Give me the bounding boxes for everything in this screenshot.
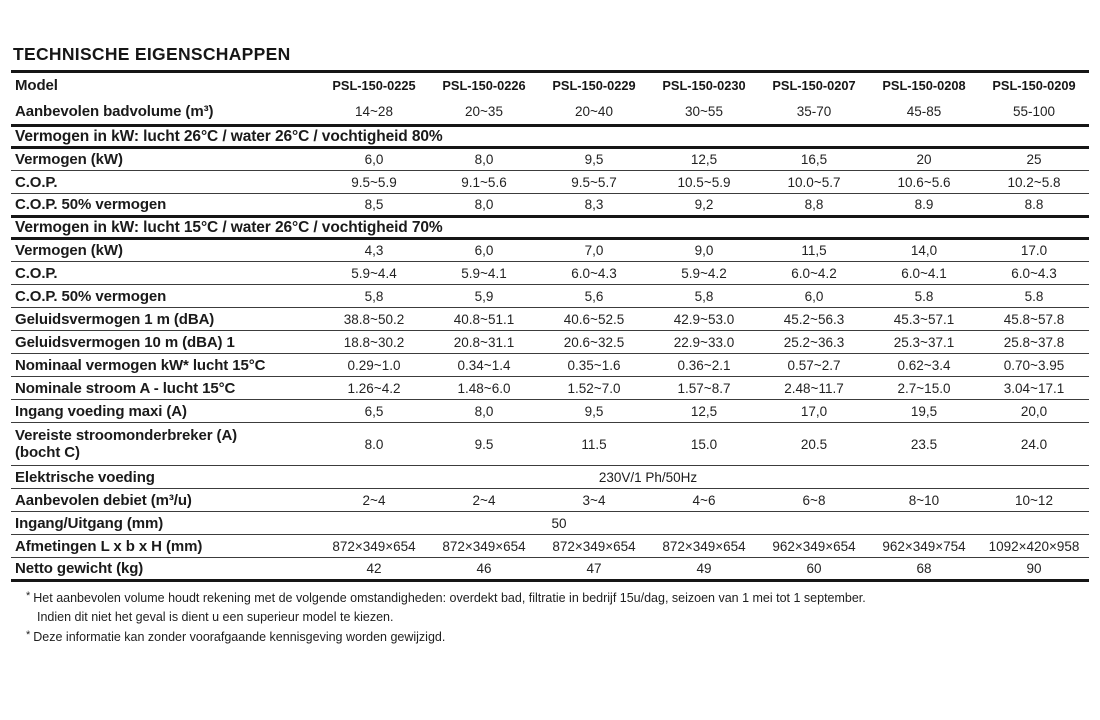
cell-value: 872×349×654	[429, 535, 539, 558]
cell-value: 24.0	[979, 423, 1089, 466]
cell-value: 2.7~15.0	[869, 377, 979, 400]
cell-value: 17.0	[979, 239, 1089, 262]
cell-value: 20~40	[539, 99, 649, 126]
cell-value: 8~10	[869, 489, 979, 512]
cell-value: 45.8~57.8	[979, 308, 1089, 331]
cell-value: 4~6	[649, 489, 759, 512]
cell-value: 872×349×654	[649, 535, 759, 558]
cell-value: 5,8	[649, 285, 759, 308]
footnote-marker: *	[26, 628, 31, 641]
table-row-netto-gewicht	[11, 558, 1089, 581]
cell-value: 9.5~5.7	[539, 171, 649, 194]
cell-value: 9,2	[649, 194, 759, 217]
cell-value: 8,0	[429, 194, 539, 217]
cell-value: 6,0	[759, 285, 869, 308]
table-row-nominale-stroom	[11, 377, 1089, 400]
table-row-debiet	[11, 489, 1089, 512]
model-header-cell: PSL-150-0209	[992, 78, 1076, 94]
table-row-geluid-1m	[11, 308, 1089, 331]
cell-value: 25	[979, 148, 1089, 171]
row-label: Vermogen (kW)	[11, 239, 319, 262]
cell-value: 8,8	[759, 194, 869, 217]
row-label-line2: (bocht C)	[15, 444, 80, 461]
table-row-cop-26	[11, 171, 1089, 194]
table-row-cop50-15	[11, 285, 1089, 308]
cell-value: 35-70	[759, 99, 869, 126]
cell-value: 25.8~37.8	[979, 331, 1089, 354]
cell-value: 8.8	[979, 194, 1089, 217]
cell-value: 2.48~11.7	[759, 377, 869, 400]
cell-value: 0.35~1.6	[539, 354, 649, 377]
cell-value: 46	[429, 558, 539, 581]
cell-value: 6.0~4.1	[869, 262, 979, 285]
cell-value: 3~4	[539, 489, 649, 512]
cell-value: 3.04~17.1	[979, 377, 1089, 400]
cell-value: 45-85	[869, 99, 979, 126]
cell-value: 16,5	[759, 148, 869, 171]
footnote-volume-continuation	[17, 608, 1089, 627]
row-label	[11, 423, 319, 466]
table-row-vermogen-15	[11, 239, 1089, 262]
cell-value: 5,6	[539, 285, 649, 308]
cell-value: 20.5	[759, 423, 869, 466]
model-header-cell: PSL-150-0230	[662, 78, 746, 94]
row-label: C.O.P.	[11, 171, 319, 194]
cell-value: 6.0~4.3	[979, 262, 1089, 285]
row-label: C.O.P. 50% vermogen	[11, 285, 319, 308]
cell-value: 20.8~31.1	[429, 331, 539, 354]
cell-value: 8.0	[319, 423, 429, 466]
cell-value: 42	[319, 558, 429, 581]
model-header-cell: PSL-150-0229	[552, 78, 636, 94]
cell-value: 1092×420×958	[979, 535, 1089, 558]
cell-value: 22.9~33.0	[649, 331, 759, 354]
cell-value: 9,0	[649, 239, 759, 262]
cell-value-merged: 50	[319, 512, 1089, 535]
model-header-cell: PSL-150-0208	[882, 78, 966, 94]
footnote-text: Het aanbevolen volume houdt rekening met de volgende omstandigheden: overdekt bad, filtratie in bedrijf 15u/dag, seizoen van 1 mei tot 1 september.	[33, 591, 866, 605]
cell-value: 5.9~4.1	[429, 262, 539, 285]
cell-value: 23.5	[869, 423, 979, 466]
cell-value: 8,0	[429, 148, 539, 171]
cell-value: 49	[649, 558, 759, 581]
page-title: TECHNISCHE EIGENSCHAPPEN	[13, 44, 291, 64]
model-row-label: Model	[15, 77, 58, 95]
cell-value: 5,8	[319, 285, 429, 308]
footnote-marker: *	[26, 590, 31, 602]
footnote-text: Indien dit niet het geval is dient u een superieur model te kiezen.	[37, 609, 394, 624]
cell-value: 962×349×654	[759, 535, 869, 558]
row-label: Ingang/Uitgang (mm)	[11, 512, 319, 535]
footnote-volume	[17, 588, 1089, 608]
cell-value: 10.2~5.8	[979, 171, 1089, 194]
table-row-nominaal-vermogen	[11, 354, 1089, 377]
row-label: C.O.P. 50% vermogen	[11, 194, 319, 217]
row-label: Geluidsvermogen 1 m (dBA)	[11, 308, 319, 331]
cell-value: 0.29~1.0	[319, 354, 429, 377]
cell-value: 872×349×654	[539, 535, 649, 558]
cell-value-merged: 230V/1 Ph/50Hz	[319, 466, 1089, 489]
cell-value: 9.5	[429, 423, 539, 466]
cell-value: 40.6~52.5	[539, 308, 649, 331]
row-label: C.O.P.	[11, 262, 319, 285]
cell-value: 10.0~5.7	[759, 171, 869, 194]
cell-value: 9.5~5.9	[319, 171, 429, 194]
cell-value: 45.3~57.1	[869, 308, 979, 331]
model-header-cell: PSL-150-0226	[442, 78, 526, 94]
cell-value: 6,0	[429, 239, 539, 262]
footnote-disclaimer	[17, 627, 1089, 647]
cell-value: 6~8	[759, 489, 869, 512]
table-row-cop50-26	[11, 194, 1089, 217]
section-header-row	[11, 126, 1089, 148]
cell-value: 14~28	[319, 99, 429, 126]
cell-value: 25.2~36.3	[759, 331, 869, 354]
cell-value: 12,5	[649, 400, 759, 423]
cell-value: 5.8	[869, 285, 979, 308]
cell-value: 0.57~2.7	[759, 354, 869, 377]
cell-value: 90	[979, 558, 1089, 581]
table-row-cop-15	[11, 262, 1089, 285]
model-header-cell: PSL-150-0207	[772, 78, 856, 94]
row-label: Ingang voeding maxi (A)	[11, 400, 319, 423]
row-label: Vermogen (kW)	[11, 148, 319, 171]
cell-value: 5.9~4.2	[649, 262, 759, 285]
table-row-ingang-uitgang	[11, 512, 1089, 535]
cell-value: 11.5	[539, 423, 649, 466]
cell-value: 8,5	[319, 194, 429, 217]
cell-value: 55-100	[979, 99, 1089, 126]
cell-value: 6,0	[319, 148, 429, 171]
cell-value: 20,0	[979, 400, 1089, 423]
cell-value: 8.9	[869, 194, 979, 217]
cell-value: 7,0	[539, 239, 649, 262]
cell-value: 20.6~32.5	[539, 331, 649, 354]
footnote-text: Deze informatie kan zonder voorafgaande kennisgeving worden gewijzigd.	[33, 629, 446, 644]
cell-value: 68	[869, 558, 979, 581]
cell-value: 30~55	[649, 99, 759, 126]
row-label: Nominale stroom A - lucht 15°C	[11, 377, 319, 400]
model-header-cell: PSL-150-0225	[332, 78, 416, 94]
cell-value: 10~12	[979, 489, 1089, 512]
table-row-afmetingen	[11, 535, 1089, 558]
cell-value: 5,9	[429, 285, 539, 308]
cell-value: 872×349×654	[319, 535, 429, 558]
row-label: Geluidsvermogen 10 m (dBA) 1	[11, 331, 319, 354]
cell-value: 45.2~56.3	[759, 308, 869, 331]
cell-value: 8,0	[429, 400, 539, 423]
model-header-row	[11, 72, 1089, 99]
table-row-ingang-voeding	[11, 400, 1089, 423]
cell-value: 1.57~8.7	[649, 377, 759, 400]
section-title: Vermogen in kW: lucht 26°C / water 26°C / vochtigheid 80%	[11, 126, 1089, 148]
cell-value: 25.3~37.1	[869, 331, 979, 354]
cell-value: 9,5	[539, 400, 649, 423]
row-label: Nominaal vermogen kW* lucht 15°C	[11, 354, 319, 377]
cell-value: 2~4	[319, 489, 429, 512]
row-label: Elektrische voeding	[11, 466, 319, 489]
table-row-elektrische-voeding	[11, 466, 1089, 489]
cell-value: 12,5	[649, 148, 759, 171]
table-row-geluid-10m	[11, 331, 1089, 354]
cell-value: 2~4	[429, 489, 539, 512]
cell-value: 42.9~53.0	[649, 308, 759, 331]
cell-value: 6.0~4.2	[759, 262, 869, 285]
row-label: Aanbevolen badvolume (m³)	[11, 99, 319, 126]
row-label: Aanbevolen debiet (m³/u)	[11, 489, 319, 512]
table-row-stroomonderbreker	[11, 423, 1089, 466]
section-header-row	[11, 217, 1089, 239]
cell-value: 0.34~1.4	[429, 354, 539, 377]
footnotes	[17, 588, 1089, 646]
cell-value: 40.8~51.1	[429, 308, 539, 331]
row-label: Afmetingen L x b x H (mm)	[11, 535, 319, 558]
cell-value: 0.70~3.95	[979, 354, 1089, 377]
cell-value: 11,5	[759, 239, 869, 262]
table-row-badvolume	[11, 99, 1089, 126]
cell-value: 8,3	[539, 194, 649, 217]
cell-value: 1.48~6.0	[429, 377, 539, 400]
table-row-vermogen-26	[11, 148, 1089, 171]
cell-value: 38.8~50.2	[319, 308, 429, 331]
cell-value: 9,5	[539, 148, 649, 171]
cell-value: 17,0	[759, 400, 869, 423]
section-title: Vermogen in kW: lucht 15°C / water 26°C / vochtigheid 70%	[11, 217, 1089, 239]
cell-value: 14,0	[869, 239, 979, 262]
cell-value: 47	[539, 558, 649, 581]
spec-table	[11, 70, 1089, 582]
row-label: Netto gewicht (kg)	[11, 558, 319, 581]
cell-value: 5.8	[979, 285, 1089, 308]
cell-value: 1.26~4.2	[319, 377, 429, 400]
cell-value: 18.8~30.2	[319, 331, 429, 354]
cell-value: 6.0~4.3	[539, 262, 649, 285]
cell-value: 6,5	[319, 400, 429, 423]
cell-value: 20~35	[429, 99, 539, 126]
cell-value: 0.62~3.4	[869, 354, 979, 377]
cell-value: 10.5~5.9	[649, 171, 759, 194]
cell-value: 10.6~5.6	[869, 171, 979, 194]
cell-value: 15.0	[649, 423, 759, 466]
cell-value: 20	[869, 148, 979, 171]
cell-value: 19,5	[869, 400, 979, 423]
cell-value: 60	[759, 558, 869, 581]
cell-value: 1.52~7.0	[539, 377, 649, 400]
cell-value: 4,3	[319, 239, 429, 262]
cell-value: 5.9~4.4	[319, 262, 429, 285]
cell-value: 0.36~2.1	[649, 354, 759, 377]
cell-value: 9.1~5.6	[429, 171, 539, 194]
row-label-line1: Vereiste stroomonderbreker (A)	[15, 427, 238, 444]
cell-value: 962×349×754	[869, 535, 979, 558]
